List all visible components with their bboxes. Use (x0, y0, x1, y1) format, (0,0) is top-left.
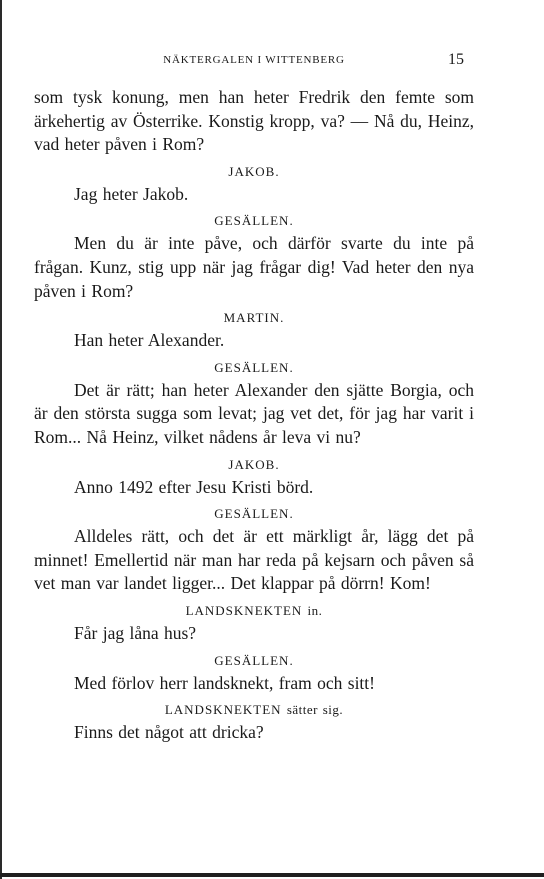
page-left-edge (0, 0, 2, 879)
speaker-name: GESÄLLEN. (214, 359, 294, 375)
speaker-name: MARTIN. (223, 310, 285, 326)
speaker-heading (34, 308, 474, 328)
running-head: NÄKTERGALEN I WITTENBERG (163, 54, 345, 66)
speaker-name: GESÄLLEN. (214, 213, 294, 229)
speaker-heading (34, 601, 474, 621)
speaker-heading (34, 504, 474, 524)
speaker-heading (34, 700, 474, 720)
page-bottom-edge (0, 873, 544, 877)
dialogue-paragraph: Med förlov herr landsknekt, fram och sitt! (74, 672, 375, 693)
dialogue-paragraph: Alldeles rätt, och det är ett märkligt år, lägg det på minnet! Emellertid när man har reda på kejsarn och påven så vet man var landet ligger... Det klappar på dörrn! Kom! (34, 526, 474, 594)
speaker-name: JAKOB. (228, 456, 280, 472)
speaker-name: LANDSKNEKTEN (164, 702, 282, 718)
speaker-name: LANDSKNEKTEN (185, 602, 303, 618)
stage-direction: sätter sig. (286, 702, 344, 718)
stage-direction: in. (307, 602, 323, 618)
dialogue-paragraph: Anno 1492 efter Jesu Kristi börd. (74, 476, 314, 497)
dialogue-paragraph: Det är rätt; han heter Alexander den sjätte Borgia, och är den största sugga som levat; jag vet det, för jag har varit i Rom... Nå Heinz, vilket nådens år leva vi nu? (34, 379, 474, 447)
dialogue-paragraph: Men du är inte påve, och därför svarte du inte på frågan. Kunz, stig upp när jag frågar dig! Vad heter den nya påven i Rom? (34, 233, 474, 301)
speaker-name: GESÄLLEN. (214, 652, 294, 668)
dialogue-paragraph: Finns det något att dricka? (74, 722, 264, 743)
page-number: 15 (448, 51, 464, 68)
dialogue-paragraph: Jag heter Jakob. (74, 183, 189, 204)
dialogue-paragraph: som tysk konung, men han heter Fredrik den femte som ärkehertig av Österrike. Konstig kropp, va? — Nå du, Heinz, vad heter påven i Rom? (34, 87, 474, 155)
speaker-name: JAKOB. (228, 163, 280, 179)
speaker-name: GESÄLLEN. (214, 506, 294, 522)
dialogue-paragraph: Han heter Alexander. (74, 330, 225, 351)
speaker-heading (34, 455, 474, 475)
speaker-heading (34, 651, 474, 671)
dialogue-paragraph: Får jag låna hus? (74, 622, 197, 643)
speaker-heading (34, 358, 474, 378)
page-header (34, 50, 474, 72)
play-text (34, 86, 474, 745)
speaker-heading (34, 162, 474, 182)
speaker-heading (34, 211, 474, 231)
